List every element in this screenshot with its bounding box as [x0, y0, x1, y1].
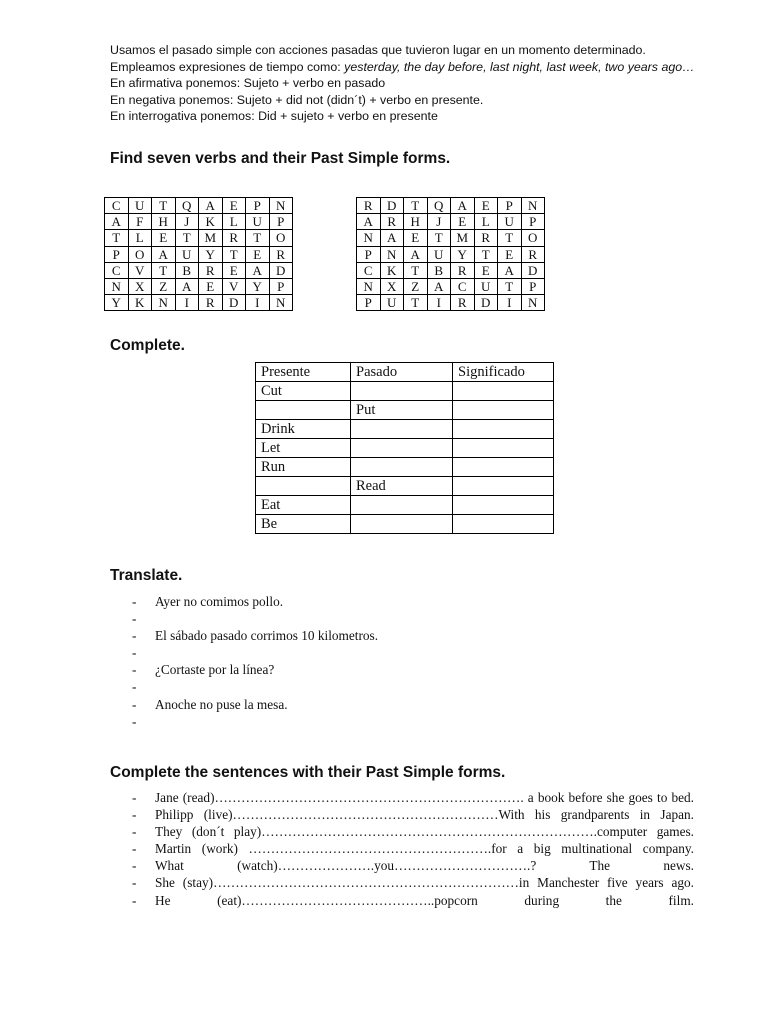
grid-cell: M	[451, 230, 475, 246]
table-cell: Put	[351, 401, 453, 420]
grid-cell: N	[521, 295, 545, 311]
grid-cell: A	[404, 246, 428, 262]
grid-cell: D	[380, 198, 404, 214]
grid-cell: T	[404, 295, 428, 311]
grid-cell: O	[128, 246, 152, 262]
table-cell	[351, 420, 453, 439]
grid-cell: P	[269, 278, 293, 294]
grid-cell: U	[474, 278, 498, 294]
grid-cell: E	[152, 230, 176, 246]
grid-cell: A	[427, 278, 451, 294]
grid-cell: A	[152, 246, 176, 262]
table-cell: Eat	[256, 496, 351, 515]
grid-cell: B	[175, 262, 199, 278]
grid-row	[357, 230, 545, 246]
table-cell: Drink	[256, 420, 351, 439]
grid-cell: R	[451, 295, 475, 311]
grid-cell: T	[427, 230, 451, 246]
table-row	[256, 515, 554, 534]
grid-cell: L	[222, 214, 246, 230]
grid-cell: L	[474, 214, 498, 230]
sentence-item-text: Martin (work) ……………………………………………….for a big multinational company.	[155, 841, 694, 857]
sentence-item	[132, 823, 694, 840]
grid-cell: J	[427, 214, 451, 230]
grid-cell: T	[498, 278, 522, 294]
grid-cell: T	[105, 230, 129, 246]
grid-row	[105, 262, 293, 278]
table-cell: Let	[256, 439, 351, 458]
grid-cell: C	[105, 198, 129, 214]
grid-cell: E	[199, 278, 223, 294]
translate-item	[132, 593, 378, 610]
time-expressions: yesterday, the day before, last night, last week, two years ago…	[344, 59, 695, 74]
grid-cell: N	[152, 295, 176, 311]
grid-cell: K	[128, 295, 152, 311]
grid-row	[105, 198, 293, 214]
sentence-item	[132, 840, 694, 857]
grid-cell: Z	[404, 278, 428, 294]
table-row	[256, 439, 554, 458]
dash-bullet: -	[132, 611, 137, 627]
translate-item	[132, 627, 378, 644]
table-cell	[453, 515, 554, 534]
grid-cell: E	[222, 198, 246, 214]
grid-cell: R	[199, 295, 223, 311]
grid-cell: N	[105, 278, 129, 294]
dash-bullet: -	[132, 875, 137, 891]
table-cell	[351, 439, 453, 458]
grid-cell: D	[222, 295, 246, 311]
grid-cell: K	[380, 262, 404, 278]
grid-cell: R	[199, 262, 223, 278]
grid-cell: D	[521, 262, 545, 278]
grid-cell: U	[498, 214, 522, 230]
grid-cell: T	[175, 230, 199, 246]
grid-cell: U	[128, 198, 152, 214]
intro-line-2	[110, 59, 695, 76]
grid-cell: N	[269, 295, 293, 311]
table-row	[256, 382, 554, 401]
grid-cell: P	[357, 246, 381, 262]
grid-cell: U	[246, 214, 270, 230]
grid-row	[357, 214, 545, 230]
grid-row	[105, 295, 293, 311]
grid-cell: P	[357, 295, 381, 311]
grid-cell: C	[105, 262, 129, 278]
grid-row	[105, 230, 293, 246]
table-row	[256, 401, 554, 420]
header-significado: Significado	[453, 363, 554, 382]
section-title-complete-sentences: Complete the sentences with their Past Simple forms.	[110, 764, 506, 781]
translate-item-text: El sábado pasado corrimos 10 kilometros.	[155, 628, 379, 644]
table-cell: Cut	[256, 382, 351, 401]
grid-cell: I	[498, 295, 522, 311]
grid-cell: N	[269, 198, 293, 214]
grid-cell: X	[128, 278, 152, 294]
table-row	[256, 477, 554, 496]
intro-affirmative: En afirmativa ponemos: Sujeto + verbo en pasado	[110, 76, 386, 91]
grid-cell: P	[246, 198, 270, 214]
grid-cell: E	[404, 230, 428, 246]
grid-cell: D	[474, 295, 498, 311]
grid-cell: A	[105, 214, 129, 230]
grid-row	[357, 278, 545, 294]
grid-row	[357, 262, 545, 278]
translate-item-text: Ayer no comimos pollo.	[155, 594, 284, 609]
table-cell	[351, 382, 453, 401]
grid-cell: E	[498, 246, 522, 262]
grid-cell: E	[246, 246, 270, 262]
grid-cell: N	[357, 230, 381, 246]
grid-row	[357, 198, 545, 214]
grid-cell: T	[222, 246, 246, 262]
grid-cell: A	[380, 230, 404, 246]
grid-cell: R	[474, 230, 498, 246]
translate-item	[132, 661, 378, 678]
grid-cell: T	[474, 246, 498, 262]
grid-cell: E	[222, 262, 246, 278]
table-cell	[256, 401, 351, 420]
dash-bullet: -	[132, 790, 137, 805]
table-cell	[453, 401, 554, 420]
translate-item-text: ¿Cortaste por la línea?	[155, 662, 275, 678]
grid-cell: E	[474, 262, 498, 278]
table-row	[256, 420, 554, 439]
grid-cell: V	[128, 262, 152, 278]
translate-item	[132, 696, 378, 713]
grid-cell: R	[357, 198, 381, 214]
dash-bullet: -	[132, 713, 137, 729]
grid-cell: P	[498, 198, 522, 214]
grid-cell: N	[357, 278, 381, 294]
table-cell	[453, 458, 554, 477]
header-pasado: Pasado	[351, 363, 453, 382]
grid-cell: Y	[105, 295, 129, 311]
section-title-translate: Translate.	[110, 567, 183, 584]
sentence-list	[132, 789, 694, 909]
sentence-item-text: Jane (read)……………………………………………………………. a book before she goes to bed.	[155, 790, 694, 805]
sentence-item	[132, 857, 694, 874]
dash-bullet: -	[132, 594, 137, 609]
grid-cell: R	[222, 230, 246, 246]
dash-bullet: -	[132, 645, 137, 661]
table-cell	[351, 515, 453, 534]
translate-item	[132, 644, 378, 661]
table-cell: Run	[256, 458, 351, 477]
dash-bullet: -	[132, 696, 137, 712]
grid-cell: R	[269, 246, 293, 262]
grid-cell: A	[246, 262, 270, 278]
grid-row	[357, 246, 545, 262]
translate-item-text: Anoche no puse la mesa.	[155, 696, 288, 712]
grid-cell: Y	[199, 246, 223, 262]
grid-cell: C	[357, 262, 381, 278]
sentence-item	[132, 874, 694, 891]
grid-cell: I	[246, 295, 270, 311]
grid-cell: A	[451, 198, 475, 214]
grid-cell: I	[175, 295, 199, 311]
sentence-item-text: What (watch)………………….you………………………….? The news.	[155, 858, 694, 874]
table-header-row	[256, 363, 554, 382]
grid-cell: O	[269, 230, 293, 246]
dash-bullet: -	[132, 858, 137, 874]
grid-cell: A	[357, 214, 381, 230]
grid-cell: Q	[175, 198, 199, 214]
sentence-item	[132, 806, 694, 823]
sentence-item	[132, 892, 694, 909]
grid-cell: E	[474, 198, 498, 214]
grid-row	[105, 246, 293, 262]
dash-bullet: -	[132, 679, 137, 695]
table-cell	[351, 496, 453, 515]
grid-cell: R	[451, 262, 475, 278]
translate-list	[132, 593, 378, 730]
grid-cell: T	[246, 230, 270, 246]
sentence-item-text: They (don´t play)………………………………………………………………….computer games.	[155, 824, 694, 840]
grid-cell: M	[199, 230, 223, 246]
translate-item	[132, 610, 378, 627]
grid-cell: U	[175, 246, 199, 262]
grid-cell: E	[451, 214, 475, 230]
grid-cell: T	[404, 262, 428, 278]
dash-bullet: -	[132, 841, 137, 857]
table-cell: Read	[351, 477, 453, 496]
dash-bullet: -	[132, 807, 137, 823]
grid-cell: A	[175, 278, 199, 294]
grid-cell: C	[451, 278, 475, 294]
grid-cell: T	[404, 198, 428, 214]
sentence-item-text: She (stay)……………………………………………………………in Manchester five years ago.	[155, 875, 694, 891]
verb-forms-table	[255, 362, 554, 534]
table-row	[256, 458, 554, 477]
grid-cell: V	[222, 278, 246, 294]
grid-row	[105, 278, 293, 294]
intro-line-1: Usamos el pasado simple con acciones pasadas que tuvieron lugar en un momento determinado.	[110, 43, 646, 57]
table-cell	[351, 458, 453, 477]
table-cell: Be	[256, 515, 351, 534]
sentence-item-text: Philipp (live)……………………………………………………With his grandparents in Japan.	[155, 807, 694, 823]
translate-item	[132, 678, 378, 695]
sentence-item-text: He (eat)……………………………………..popcorn during the film.	[155, 892, 694, 908]
table-cell	[453, 382, 554, 401]
grid-cell: T	[498, 230, 522, 246]
grid-cell: Y	[451, 246, 475, 262]
word-search-right	[356, 197, 545, 311]
table-cell	[453, 477, 554, 496]
grid-cell: H	[404, 214, 428, 230]
translate-item	[132, 713, 378, 730]
dash-bullet: -	[132, 662, 137, 678]
word-search-left	[104, 197, 293, 311]
intro-interrogative: En interrogativa ponemos: Did + sujeto + verbo en presente	[110, 109, 438, 124]
grid-cell: L	[128, 230, 152, 246]
grid-cell: N	[521, 198, 545, 214]
grid-cell: U	[427, 246, 451, 262]
dash-bullet: -	[132, 892, 137, 908]
grid-cell: R	[521, 246, 545, 262]
table-cell	[453, 420, 554, 439]
grid-cell: P	[105, 246, 129, 262]
section-title-complete: Complete.	[110, 337, 185, 354]
grid-cell: H	[152, 214, 176, 230]
grid-cell: X	[380, 278, 404, 294]
table-cell	[453, 496, 554, 515]
grid-cell: J	[175, 214, 199, 230]
grid-cell: A	[199, 198, 223, 214]
intro-negative: En negativa ponemos: Sujeto + did not (didn´t) + verbo en presente.	[110, 92, 484, 107]
grid-cell: A	[498, 262, 522, 278]
grid-row	[105, 214, 293, 230]
dash-bullet: -	[132, 628, 137, 644]
grid-cell: T	[152, 198, 176, 214]
grid-cell: T	[152, 262, 176, 278]
grid-cell: N	[380, 246, 404, 262]
table-row	[256, 496, 554, 515]
grid-cell: I	[427, 295, 451, 311]
table-cell	[256, 477, 351, 496]
grid-cell: Z	[152, 278, 176, 294]
grid-row	[357, 295, 545, 311]
dash-bullet: -	[132, 824, 137, 840]
grid-cell: U	[380, 295, 404, 311]
grid-cell: Y	[246, 278, 270, 294]
grid-cell: D	[269, 262, 293, 278]
grid-cell: R	[380, 214, 404, 230]
grid-cell: P	[269, 214, 293, 230]
section-title-find-verbs: Find seven verbs and their Past Simple forms.	[110, 150, 451, 167]
grid-cell: B	[427, 262, 451, 278]
grammar-intro	[110, 42, 695, 125]
grid-cell: K	[199, 214, 223, 230]
grid-cell: P	[521, 214, 545, 230]
grid-cell: F	[128, 214, 152, 230]
grid-cell: O	[521, 230, 545, 246]
grid-cell: P	[521, 278, 545, 294]
table-cell	[453, 439, 554, 458]
header-presente: Presente	[256, 363, 351, 382]
sentence-item	[132, 789, 694, 806]
intro-line-2-prefix: Empleamos expresiones de tiempo como:	[110, 59, 345, 74]
grid-cell: Q	[427, 198, 451, 214]
